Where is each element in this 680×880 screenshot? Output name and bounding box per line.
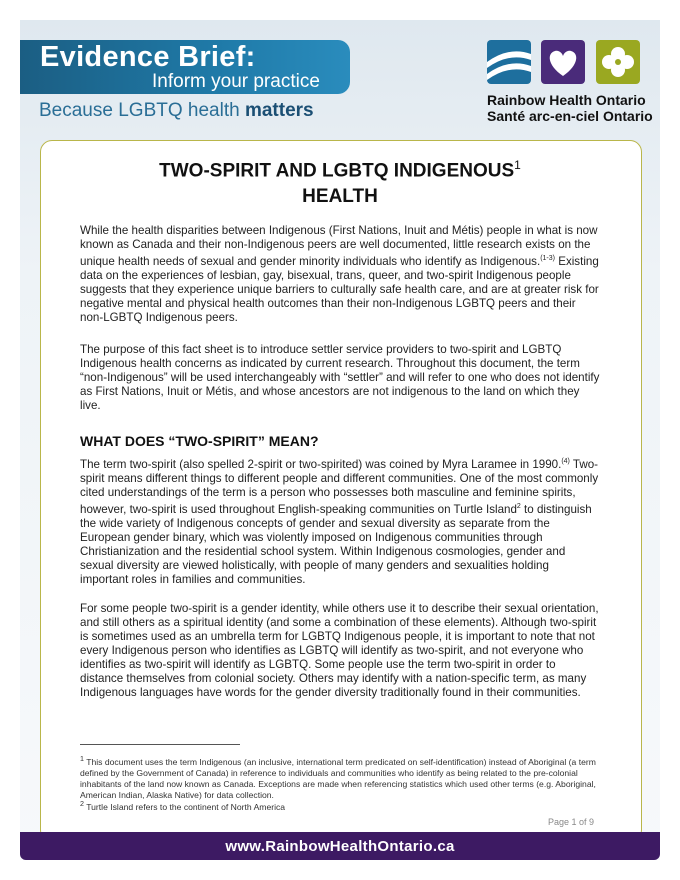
page-number: Page 1 of 9 — [548, 817, 595, 827]
section-paragraph-1-end: to distinguish the wide variety of Indigenous concepts of gender and sexual diversity as separate from the European gender binary, which was violently imposed on Indigenous communities through Christianization and the residential school system. Within Indigenous cosmologies, gender and sexual diversity are viewed holistically, with people of many genders and sexualities holding important roles in families and communities. — [80, 502, 592, 586]
banner-subtitle: Inform your practice — [152, 71, 320, 92]
footnote-1-text: This document uses the term Indigenous (an inclusive, international term predicated on self-identification) instead of Aboriginal (a term defined by the Government of Canada) in reference to individuals and communities who identify as being related to the pre-colonial inhabitants of the land now known as Canada. Exceptions are made when referencing statistics which used other terms (e.g. Aboriginal, American Indian, Alaska Native) for data collection. — [80, 756, 596, 800]
section-paragraph-1 — [80, 455, 600, 587]
footnote-1-marker: 1 — [80, 755, 84, 763]
title-footnote-ref: 1 — [514, 158, 521, 172]
title-line-2: HEALTH — [302, 186, 378, 208]
document-title — [80, 152, 600, 210]
footnote-2-marker: 2 — [80, 800, 84, 808]
tagline-text: Because LGBTQ health — [39, 100, 245, 121]
banner-title: Evidence Brief: — [40, 41, 256, 73]
footnote-ref: 2 — [516, 502, 521, 510]
org-name-en: Rainbow Health Ontario — [487, 92, 646, 108]
waves-icon — [487, 40, 531, 84]
intro-paragraph-1-text: While the health disparities between Indigenous (First Nations, Inuit and Métis) people in what is now known as Canada and their non-Indigenous peers are well documented, little research exists on the unique health needs of sexual and gender minority individuals who identify as Indigenous. — [80, 224, 598, 268]
footnote-divider — [80, 744, 240, 745]
intro-paragraph-1-rest: Existing data on the experiences of lesbian, gay, bisexual, trans, queer, and two-spirit Indigenous people suggests that they experience unique barriers to culturally safe health care, and are at greater risk for negative mental and physical health outcomes than their non-Indigenous LGBTQ peers and their non-LGBTQ Indigenous peers. — [80, 254, 599, 324]
section-paragraph-1-text: The term two-spirit (also spelled 2-spirit or two-spirited) was coined by Myra Laramee in 1990. — [80, 457, 562, 471]
website-link[interactable]: www.RainbowHealthOntario.ca — [225, 838, 455, 855]
section-paragraph-2: For some people two-spirit is a gender identity, while others use it to describe their sexual orientation, and still others as a spiritual identity (and some a combination of these elements). Although two-spirit is sometimes used as an umbrella term for LGBTQ Indigenous people, it is important to note that not every Indigenous person who identifies as LGBTQ will identify as two-spirit, and not everyone who identifies as two-spirit will identify as LGBTQ. Some people use the term two-spirit in order to distance themselves from colonial society. Others may identify with a nation-specific term, as many Indigenous languages have words for the gender diversity traditionally found in their communities. — [80, 602, 599, 699]
section-paragraph-1-rest: Two-spirit means different things to different people and different communities. One of the most commonly cited understandings of the term is a person who possesses both masculine and feminine spirits, however, two-spirit is used throughout English-speaking communities on Turtle Island — [80, 457, 599, 516]
flower-icon — [596, 40, 640, 84]
intro-paragraph-1 — [80, 224, 600, 325]
citation-ref: (4) — [561, 458, 570, 465]
tagline-bold: matters — [244, 100, 314, 121]
org-name-fr: Santé arc-en-ciel Ontario — [487, 108, 653, 124]
citation-ref: (1-3) — [540, 255, 555, 262]
heart-icon — [541, 40, 585, 84]
footnote-1 — [80, 754, 600, 801]
intro-paragraph-2: The purpose of this fact sheet is to introduce settler service providers to two-spirit and LGBTQ Indigenous health concerns as indicated by current research. Throughout this document, the term “non-Indigenous” will be used interchangeably with “settler” and will refer to one who does not identify as First Nations, Inuit or Métis, and whose ancestors are not indigenous to the land on which they live. — [80, 343, 600, 412]
footnote-2-text: Turtle Island refers to the continent of North America — [83, 801, 286, 812]
section-heading: WHAT DOES “TWO-SPIRIT” MEAN? — [80, 433, 319, 449]
footnote-2 — [80, 799, 600, 813]
title-line-1: TWO-SPIRIT AND LGBTQ INDIGENOUS — [159, 160, 515, 182]
tagline — [39, 100, 314, 122]
